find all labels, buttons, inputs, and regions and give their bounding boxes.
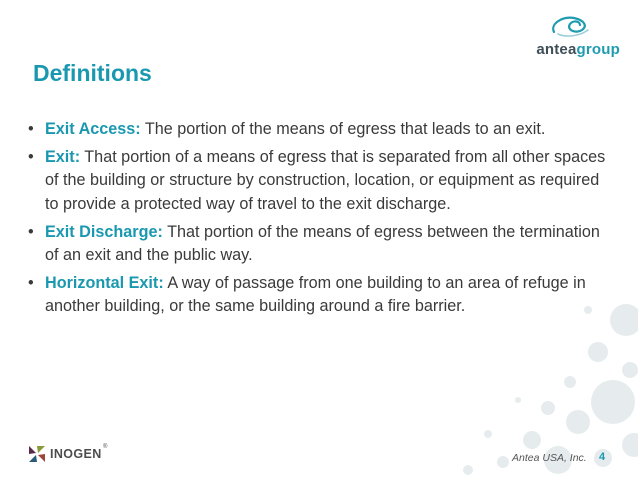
bullet-dot-icon: • xyxy=(28,274,34,293)
definition-item-horizontal-exit xyxy=(28,272,613,318)
bullet-dot-icon: • xyxy=(28,148,34,167)
antea-group-wordmark xyxy=(536,41,620,58)
bullet-dot-icon: • xyxy=(28,222,34,241)
definition-text: A way of passage from one building to an area of refuge in another building, or the same building around a fire barrier. xyxy=(45,274,586,316)
definition-item-exit-discharge xyxy=(28,221,613,267)
inogen-logo xyxy=(27,444,127,466)
antea-swirl-icon xyxy=(548,12,592,38)
definition-item-exit xyxy=(28,146,613,216)
trademark-symbol: ® xyxy=(103,444,108,450)
definitions-list xyxy=(28,118,613,324)
page-number: 4 xyxy=(599,451,606,463)
logo-text-part2: group xyxy=(576,41,620,58)
definition-term: Exit: xyxy=(45,148,81,167)
bullet-dot-icon: • xyxy=(28,120,34,138)
logo-text-part1: antea xyxy=(536,41,577,58)
inogen-x-icon xyxy=(27,444,47,464)
definition-term: Exit Access: xyxy=(45,120,141,138)
definition-term: Horizontal Exit: xyxy=(45,274,164,293)
definition-text: That portion of a means of egress that is separated from all other spaces of the building or structure by construction, location, or equipment as required to provide a protected way of travel to the exit discharge. xyxy=(45,148,606,213)
footer-company-name: Antea USA, Inc. xyxy=(512,452,587,464)
inogen-wordmark: INOGEN xyxy=(50,447,102,461)
definition-term: Exit Discharge: xyxy=(45,222,163,241)
antea-group-logo xyxy=(510,12,620,62)
definition-item-exit-access xyxy=(28,118,613,141)
definition-text: That portion of the means of egress between the termination of an exit and the public way. xyxy=(45,222,600,265)
definition-text: The portion of the means of egress that leads to an exit. xyxy=(140,120,546,138)
slide-title: Definitions xyxy=(33,60,152,86)
